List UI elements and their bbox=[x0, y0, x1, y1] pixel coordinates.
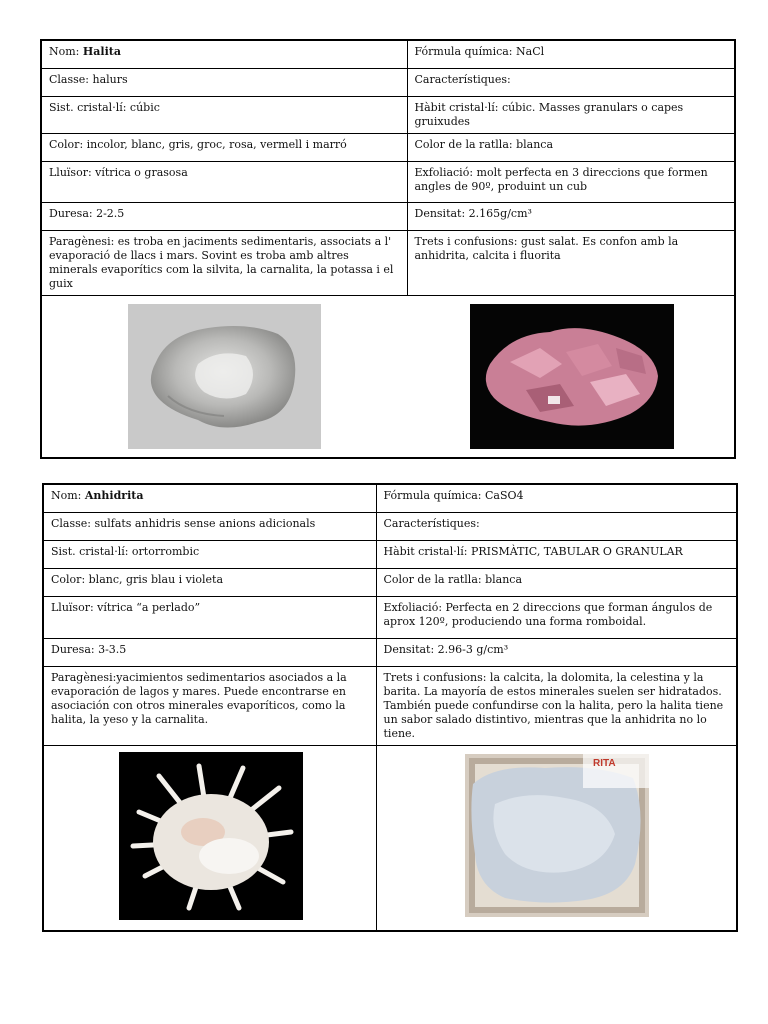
characteristics-cell: Característiques: bbox=[376, 512, 737, 540]
mineral-card-halita bbox=[40, 39, 736, 459]
paragenesis-cell: Paragènesi: es troba en jaciments sedimentaris, associats a l' evaporació de llacs i mars. Sovint es troba amb altres minerals evaporítics com la silvita, la carnalita, la potassa i el guix bbox=[41, 230, 407, 295]
hardness-cell: Duresa: 2-2.5 bbox=[41, 202, 407, 230]
crystal-habit-cell: Hàbit cristal·lí: PRISMÀTIC, TABULAR O GRANULAR bbox=[376, 540, 737, 568]
pink-halite-photo bbox=[470, 304, 674, 449]
mineral-name: Halita bbox=[82, 45, 121, 58]
photo-cell-left bbox=[43, 745, 376, 931]
cleavage-cell: Exfoliació: Perfecta en 2 direccions que forman ángulos de aprox 120º, produciendo una forma romboidal. bbox=[376, 596, 737, 638]
mineral-card-anhidrita bbox=[42, 483, 738, 932]
name-label: Nom: bbox=[51, 489, 85, 502]
grey-halite-photo bbox=[128, 304, 321, 449]
name-label: Nom: bbox=[49, 45, 83, 58]
crystal-system-cell: Sist. cristal·lí: ortorrombic bbox=[43, 540, 376, 568]
hardness-cell: Duresa: 3-3.5 bbox=[43, 638, 376, 666]
paragenesis-cell: Paragènesi:yacimientos sedimentarios asociados a la evaporación de lagos y mares. Puede encontrarse en asociación con otros minerales evaporíticos, como la halita, la yeso y la carnalita. bbox=[43, 666, 376, 745]
crystal-habit-cell: Hàbit cristal·lí: cúbic. Masses granulars o capes gruixudes bbox=[407, 96, 735, 133]
cleavage-cell: Exfoliació: molt perfecta en 3 direccions que formen angles de 90º, produint un cub bbox=[407, 161, 735, 202]
name-cell bbox=[43, 484, 376, 512]
formula-cell: Fórmula química: CaSO4 bbox=[376, 484, 737, 512]
white-anhydrite-cluster-photo bbox=[119, 752, 303, 920]
traits-cell: Trets i confusions: la calcita, la dolomita, la celestina y la barita. La mayoría de estos minerales suelen ser hidratados. También puede confundirse con la halita, pero la halita tiene un sabor salado distintivo, mientras que la anhidrita no lo tiene. bbox=[376, 666, 737, 745]
color-cell: Color: blanc, gris blau i violeta bbox=[43, 568, 376, 596]
characteristics-cell: Característiques: bbox=[407, 68, 735, 96]
boxed-anhydrite-specimen-photo bbox=[465, 754, 649, 917]
mineral-name: Anhidrita bbox=[84, 489, 144, 502]
class-cell: Classe: halurs bbox=[41, 68, 407, 96]
photos-cell bbox=[41, 295, 735, 458]
color-cell: Color: incolor, blanc, gris, groc, rosa, vermell i marró bbox=[41, 133, 407, 161]
streak-cell: Color de la ratlla: blanca bbox=[407, 133, 735, 161]
photo-cell-right bbox=[376, 745, 737, 931]
density-cell: Densitat: 2.96-3 g/cm³ bbox=[376, 638, 737, 666]
traits-cell: Trets i confusions: gust salat. Es confon amb la anhidrita, calcita i fluorita bbox=[407, 230, 735, 295]
class-cell: Classe: sulfats anhidris sense anions adicionals bbox=[43, 512, 376, 540]
crystal-system-cell: Sist. cristal·lí: cúbic bbox=[41, 96, 407, 133]
luster-cell: Lluïsor: vítrica o grasosa bbox=[41, 161, 407, 202]
name-cell bbox=[41, 40, 407, 68]
formula-cell: Fórmula química: NaCl bbox=[407, 40, 735, 68]
luster-cell: Lluïsor: vítrica “a perlado” bbox=[43, 596, 376, 638]
streak-cell: Color de la ratlla: blanca bbox=[376, 568, 737, 596]
box-label-text: RITA bbox=[592, 757, 616, 769]
density-cell: Densitat: 2.165g/cm³ bbox=[407, 202, 735, 230]
